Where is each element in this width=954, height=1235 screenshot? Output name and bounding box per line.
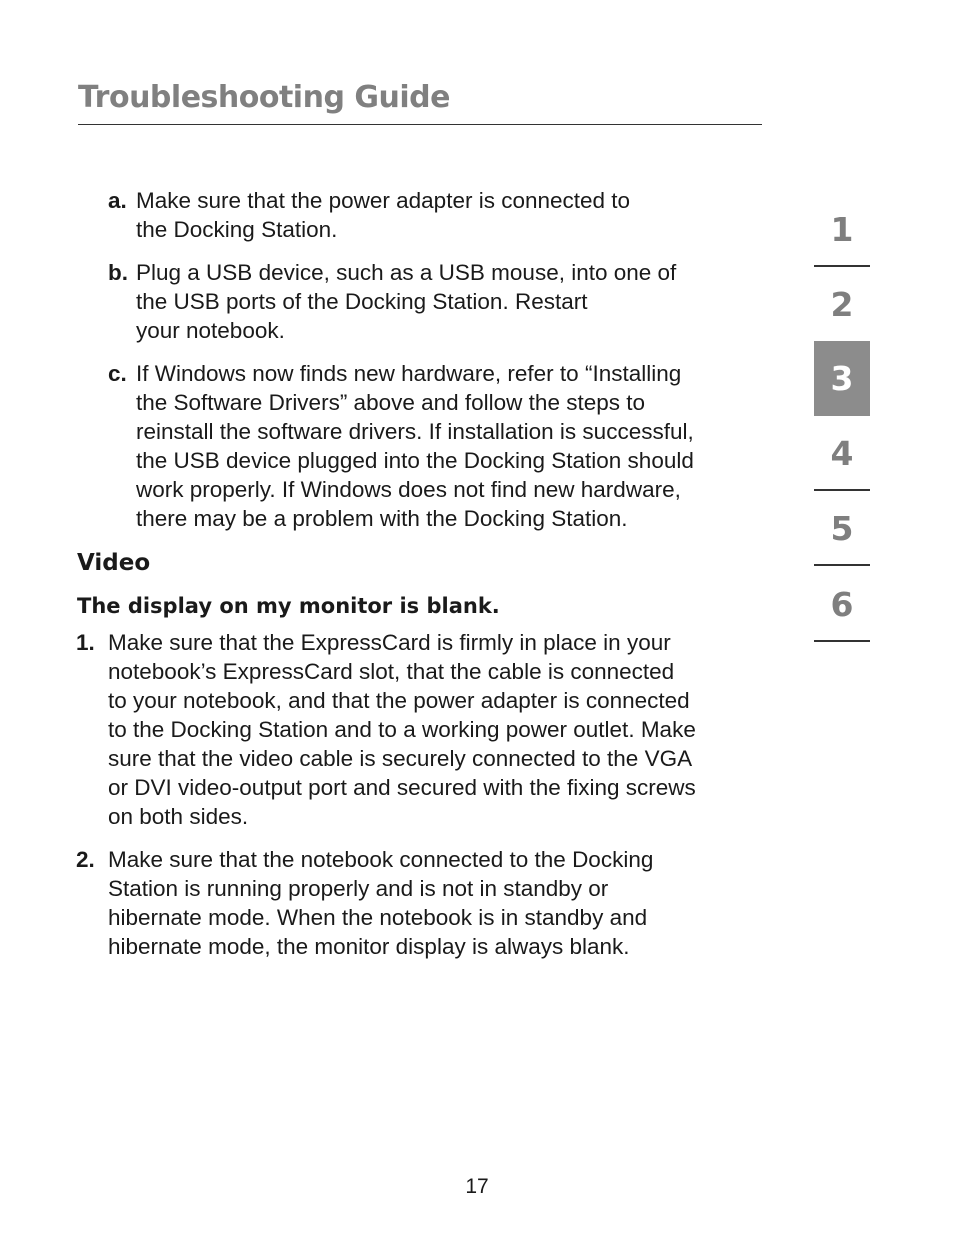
chapter-tab-number: 2 (830, 285, 854, 324)
step-marker: a. (108, 188, 127, 213)
chapter-tab-1[interactable] (814, 192, 870, 267)
step-marker: 2. (76, 847, 95, 872)
page-number: 17 (465, 1175, 489, 1198)
step-a (108, 186, 768, 246)
chapter-tab-number: 5 (830, 509, 854, 548)
step-text: Make sure that the ExpressCard is firmly in place in your notebook’s ExpressCard slot, that the cable is connected to your notebook, and that the power adapter is connected to the Docking Station and to a working power outlet. Make sure that the video cable is securely connected to the VGA or DVI video-output port and secured with the fixing screws on both sides. (108, 630, 696, 829)
step-b (108, 258, 768, 348)
step-text: If Windows now finds new hardware, refer to “Installing the Software Drivers” above and follow the steps to reinstall the software drivers. If installation is successful, the USB device plugged into the Docking Station should work properly. If Windows does not find new hardware, there may be a problem with the Docking Station. (136, 361, 694, 531)
chapter-tab-number: 1 (830, 210, 854, 249)
step-1 (76, 628, 766, 838)
chapter-tab-number: 4 (830, 434, 854, 473)
step-c (108, 359, 768, 539)
step-marker: c. (108, 361, 127, 386)
step-marker: b. (108, 260, 128, 285)
title-divider (78, 124, 762, 125)
step-text: Make sure that the notebook connected to the Docking Station is running properly and is not in standby or hibernate mode. When the notebook is in standby and hibernate mode, the monitor display is always blank. (108, 847, 654, 959)
step-text: Make sure that the power adapter is connected to the Docking Station. (136, 188, 631, 242)
chapter-tab-2[interactable] (814, 267, 870, 342)
step-marker: 1. (76, 630, 95, 655)
problem-heading: The display on my monitor is blank. (77, 594, 500, 618)
chapter-tab-divider (814, 564, 870, 566)
chapter-tab-divider (814, 640, 870, 642)
chapter-tab-number: 3 (830, 359, 854, 398)
chapter-tab-5[interactable] (814, 491, 870, 566)
chapter-tab-6[interactable] (814, 567, 870, 642)
chapter-tab-number: 6 (830, 585, 854, 624)
step-text: Plug a USB device, such as a USB mouse, into one of the USB ports of the Docking Station. Restart your notebook. (136, 260, 677, 343)
step-2 (76, 845, 766, 965)
section-heading: Video (77, 550, 151, 576)
chapter-tab-4[interactable] (814, 416, 870, 491)
chapter-tab-3[interactable] (814, 341, 870, 416)
page-title: Troubleshooting Guide (78, 80, 450, 115)
